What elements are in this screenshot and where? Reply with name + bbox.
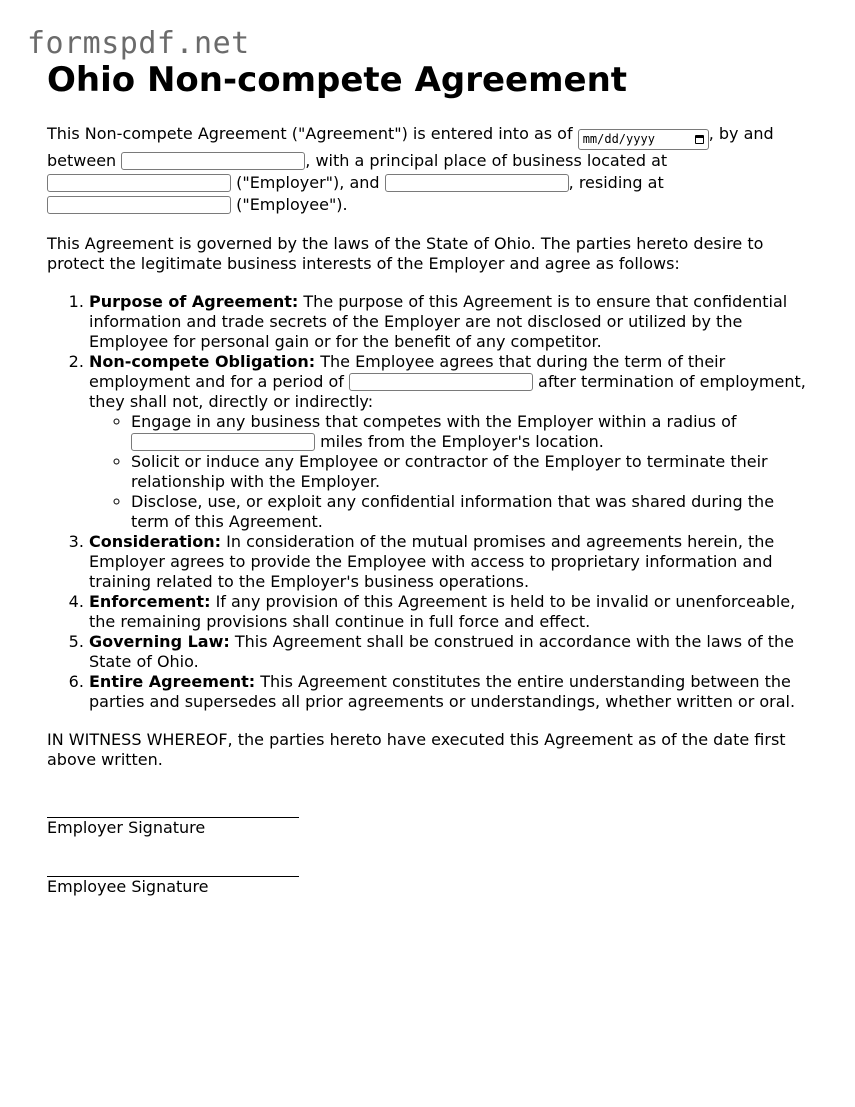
intro-text-2: , by and between (47, 124, 774, 170)
employee-address-field[interactable] (47, 196, 231, 214)
intro-text-3: , with a principal place of business located at (305, 150, 668, 170)
intro-text-6: ("Employee"). (236, 194, 348, 214)
clause-text: The Employee agrees that during the term of their employment and for a period of (89, 351, 726, 391)
radius-miles-field[interactable] (131, 433, 315, 451)
clause-text: This Agreement shall be construed in accordance with the laws of the State of Ohio. (89, 631, 794, 671)
clause-heading: Enforcement: (89, 591, 211, 611)
document (47, 58, 817, 897)
witness-paragraph: IN WITNESS WHEREOF, the parties hereto have executed this Agreement as of the date first above written. (47, 729, 786, 769)
clause-heading: Governing Law: (89, 631, 230, 651)
employer-name-field[interactable] (121, 152, 305, 170)
clause-text: In consideration of the mutual promises and agreements herein, the Employer agrees to provide the Employee with access to proprietary information and training related to the Employer's business operations. (89, 531, 775, 591)
obligation-item (131, 412, 817, 452)
employee-name-field[interactable] (385, 174, 569, 192)
non-compete-period-field[interactable] (349, 373, 533, 391)
date-placeholder: mm/dd/yyyy (582, 132, 655, 146)
intro-text-4: ("Employer"), and (236, 172, 380, 192)
agreement-date-input[interactable] (578, 129, 709, 150)
clause-list (47, 292, 817, 712)
watermark: formspdf.net (27, 26, 250, 61)
clause-text: The purpose of this Agreement is to ensure that confidential information and trade secrets of the Employer are not disclosed or utilized by the Employee for personal gain or for the benefit of any competitor. (89, 291, 788, 351)
clause-purpose (89, 292, 817, 352)
clause-heading: Non-compete Obligation: (89, 351, 316, 371)
obligation-text: miles from the Employer's location. (320, 431, 604, 451)
employer-signature-label: Employer Signature (47, 817, 206, 837)
clause-text: after termination of employment, they shall not, directly or indirectly: (89, 371, 806, 411)
intro-paragraph (47, 123, 817, 216)
intro-text-1: This Non-compete Agreement ("Agreement") is entered into as of (47, 124, 573, 143)
governing-paragraph: This Agreement is governed by the laws of the State of Ohio. The parties hereto desire to protect the legitimate business interests of the Employer and agree as follows: (47, 233, 764, 273)
obligation-text: Engage in any business that competes with the Employer within a radius of (131, 411, 737, 431)
clause-text: If any provision of this Agreement is held to be invalid or unenforceable, the remaining provisions shall continue in full force and effect. (89, 591, 796, 631)
employee-signature-block (47, 862, 299, 897)
obligation-list (89, 412, 817, 532)
clause-enforcement (89, 592, 817, 632)
page-title: Ohio Non-compete Agreement (47, 60, 628, 100)
clause-entire-agreement (89, 672, 817, 712)
employer-signature-line[interactable] (47, 803, 299, 818)
clause-heading: Consideration: (89, 531, 222, 551)
obligation-item: ◦ Disclose, use, or exploit any confidential information that was shared during the term of this Agreement. (131, 492, 817, 532)
employee-signature-label: Employee Signature (47, 876, 209, 896)
calendar-icon[interactable] (695, 135, 704, 144)
clause-consideration (89, 532, 817, 592)
clause-heading: Entire Agreement: (89, 671, 256, 691)
obligation-item: ◦ Solicit or induce any Employee or contractor of the Employer to terminate their relationship with the Employer. (131, 452, 817, 492)
intro-text-5: , residing at (568, 172, 664, 192)
clause-governing-law (89, 632, 817, 672)
employer-signature-block (47, 803, 299, 838)
clause-text: This Agreement constitutes the entire understanding between the parties and supersedes all prior agreements or understandings, whether written or oral. (89, 671, 796, 711)
clause-non-compete (89, 352, 817, 532)
clause-heading: Purpose of Agreement: (89, 291, 299, 311)
employee-signature-line[interactable] (47, 862, 299, 877)
employer-address-field[interactable] (47, 174, 231, 192)
